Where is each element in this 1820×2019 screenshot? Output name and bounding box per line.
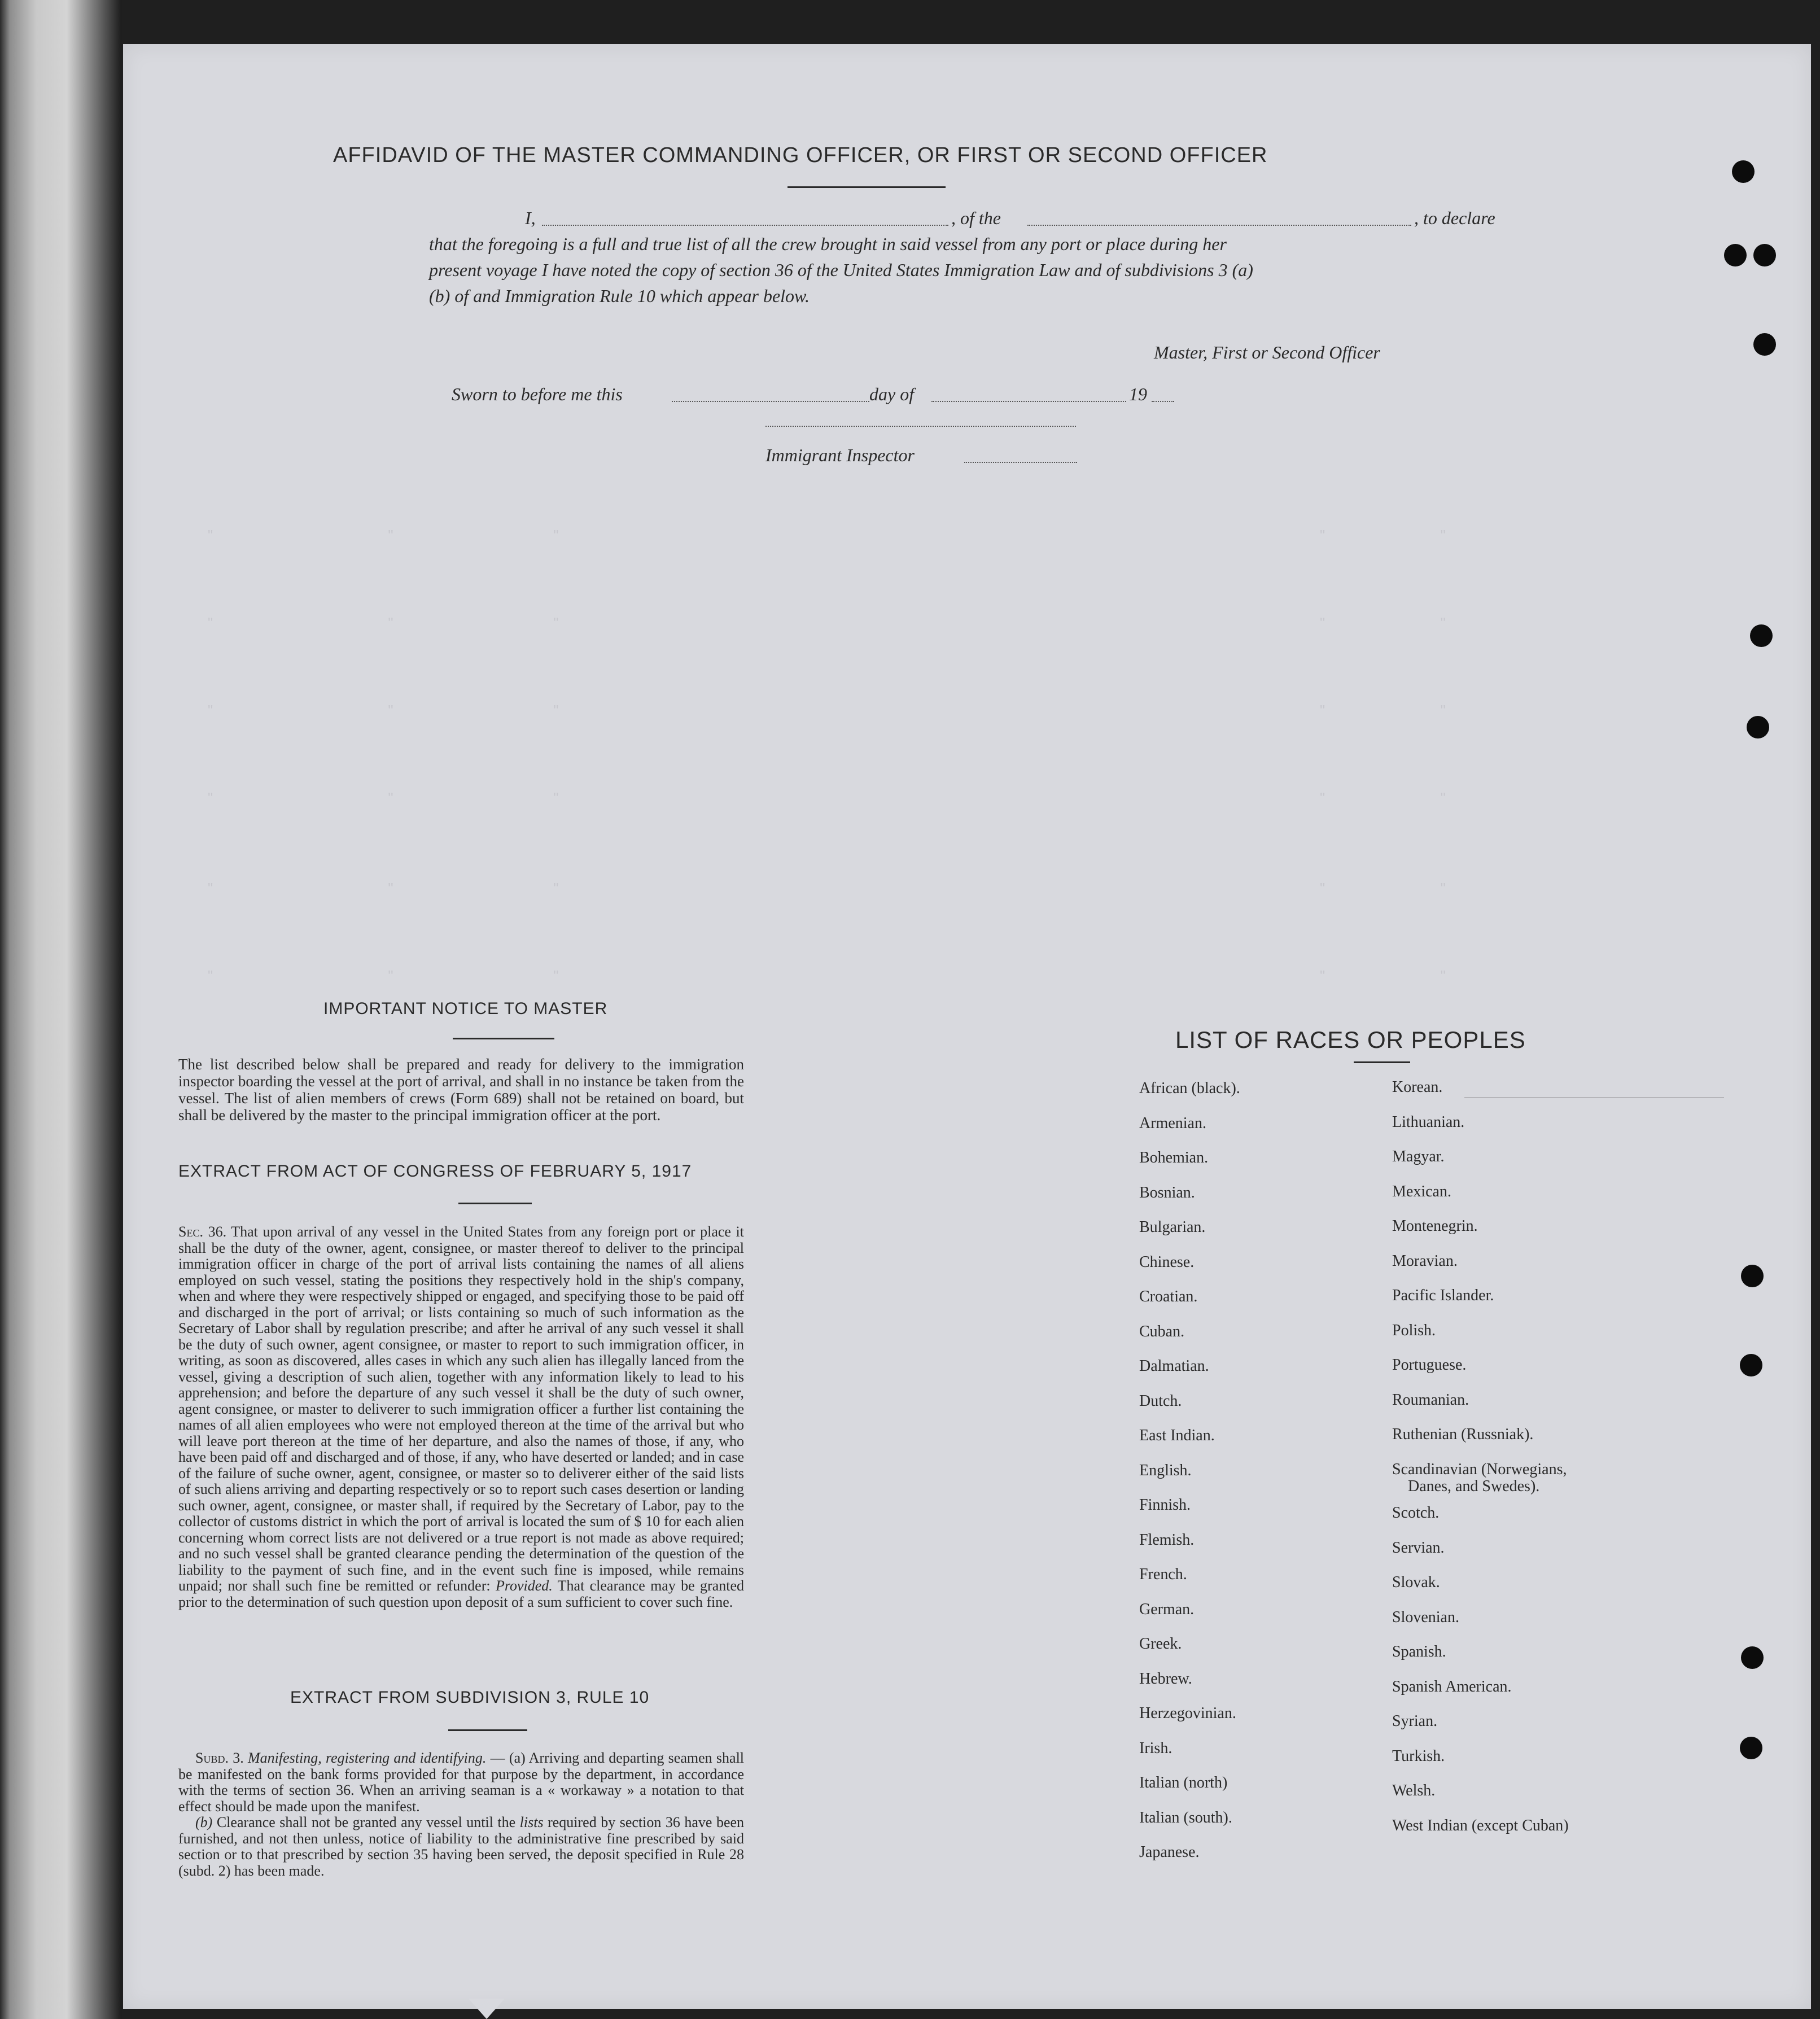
race-item: Slovak. [1392, 1574, 1440, 1591]
proviso-word: Provided. [495, 1577, 553, 1594]
extract-act-heading: EXTRACT FROM ACT OF CONGRESS OF FEBRUARY 5, 1917 [178, 1162, 692, 1181]
race-item: Mexican. [1392, 1182, 1451, 1200]
race-item: German. [1139, 1600, 1195, 1618]
pronoun: I, [525, 208, 536, 228]
sworn-label: Sworn to before me this [452, 384, 623, 404]
race-item: Pacific Islander. [1392, 1287, 1494, 1304]
punch-hole [1753, 333, 1776, 356]
of-the-text: , of the [951, 208, 1001, 228]
race-item: Turkish. [1392, 1747, 1445, 1765]
race-item: Bohemian. [1139, 1149, 1209, 1166]
race-item: Dalmatian. [1139, 1357, 1209, 1375]
race-item: Ruthenian (Russniak). [1392, 1426, 1534, 1443]
section-text-end: That clearance may be granted prior to the determination of such question upon deposit of a sum sufficient to cover such fine. [178, 1577, 745, 1610]
race-item: Italian (north) [1139, 1774, 1228, 1791]
sworn-day-blank [672, 401, 869, 402]
race-item: Magyar. [1392, 1148, 1445, 1165]
race-item: Spanish American. [1392, 1677, 1512, 1695]
affidavit-line-3: present voyage I have noted the copy of section 36 of the United States Immigration Law and of subdivisions 3 (a) [429, 260, 1253, 280]
rule-para-b [178, 1815, 744, 1879]
section-label: Sec. 36. [178, 1223, 227, 1240]
race-item: Bulgarian. [1139, 1218, 1206, 1236]
punch-hole [1741, 1646, 1764, 1669]
race-item: Irish. [1139, 1739, 1172, 1757]
section-text: That upon arrival of any vessel in the United States from any foreign port or place it shall be the duty of the owner, agent, consignee, or master thereof to deliver to the principal immigration officer in charge of the port of arrival lists containing the names of all aliens employed on such vessel, stating the positions they respectively hold in the ship's company, when and where they were respectively shipped or engaged, and specifying those to be paid off and discharged in the port of arrival; or lists containing so much of such information as the Secretary of Labor shall by regulation prescribe; and after he arrival of any such vessel it shall be the duty of such owner, agent consignee, or master to report to such immigration officer, in writing, as soon as discovered, alles cases in which any such alien has illegally lanced from the vessel, giving a description of such alien, together with any information likely to lead to his apprehension; and before the departure of any such vessel it shall be the duty of such owner, agent consignee, or master to deliverer to such immigration officer a further list containing the names of all alien employees who were not employed thereon at the time of the arrival but who will leave port thereon at the time of her departure, and also the names of those, if any, who have been paid off and discharged and of those, if any, who have deserted or landed; and in case of the failure of suche owner, agent, consignee, or master so to deliverer either of the said lists of such aliens arriving and departing respectively or so to report such cases desertion or landing such owner, agent, consignee, or master shall, if required by the Secretary of Labor, pay to the collector of customs district in which the port of arrival is located the sum of $ 10 for each alien concerning whom correct lists are not delivered or a true report is not made as above required; and no such vessel shall be granted clearance pending the determination of the question of the liability to the payment of such fine, and in the event such fine is imposed, while remains unpaid; nor shall such fine be remitted or refunder: [178, 1223, 745, 1594]
race-item: Herzegovinian. [1139, 1705, 1236, 1722]
inspector-label: Immigrant Inspector [765, 445, 915, 465]
race-item: Hebrew. [1139, 1670, 1192, 1688]
para-b-pre: Clearance shall not be granted any vessel until the [216, 1814, 516, 1830]
extract-rule-body [178, 1750, 744, 1879]
race-item: Scotch. [1392, 1504, 1440, 1522]
race-item: Cuban. [1139, 1322, 1185, 1340]
affidavit-line-1 [429, 208, 1555, 230]
race-item: Italian (south). [1139, 1808, 1232, 1826]
race-item: East Indian. [1139, 1427, 1215, 1444]
race-item: Danes, and Swedes). [1408, 1477, 1540, 1495]
punch-hole [1724, 244, 1747, 266]
race-item: Korean. [1392, 1078, 1443, 1096]
extract-rule-heading: EXTRACT FROM SUBDIVISION 3, RULE 10 [290, 1688, 650, 1707]
extract-act-rule [458, 1203, 532, 1204]
extract-rule-rule [448, 1729, 527, 1731]
race-item: Roumanian. [1392, 1391, 1469, 1409]
month-blank [931, 401, 1126, 402]
race-item: Bosnian. [1139, 1183, 1195, 1201]
punch-hole [1750, 624, 1773, 647]
subd-title: Manifesting, registering and identifying. [248, 1750, 487, 1766]
race-item: African (black). [1139, 1080, 1240, 1097]
year-prefix: 19 [1129, 384, 1147, 404]
notice-rule [453, 1038, 554, 1039]
race-item: Chinese. [1139, 1253, 1195, 1271]
inspector-signature-blank [765, 426, 1076, 427]
notice-body: The list described below shall be prepared and ready for delivery to the immigration inspector boarding the vessel at the port of arrival, and shall in no instance be taken from the vessel. The list of alien members of crews (Form 689) shall not be retained on board, but shall be delivered by the master to the principal immigration officer at the port. [178, 1056, 744, 1124]
para-a-text: — (a) Arriving and departing seamen shall be manifested on the bank forms provided for that purpose by the department, in accordance with the terms of section 36. When an arriving seaman is a « workaway » a notation to that effect should be made upon the manifest. [178, 1750, 745, 1815]
rule-para-a [178, 1750, 744, 1815]
punch-hole [1747, 716, 1769, 738]
race-item: Welsh. [1392, 1782, 1436, 1799]
race-item: Moravian. [1392, 1252, 1458, 1270]
punch-hole [1740, 1737, 1762, 1759]
para-b-label: (b) [195, 1814, 213, 1830]
page-tab [469, 1999, 505, 2019]
race-item: Dutch. [1139, 1392, 1182, 1410]
document-page: " " " " " " " " " " " " " " " " " " " " " " " " " " " " " " AFFIDAVID OF THE MASTER COMMANDING OFFICER, OR FIRST OR SECOND OFFICER I, , of the , to declare that the foregoing is a full and true list of all the crew brought in said vessel from any port or place during her present voyage I have noted the copy of section 36 of the United States Immigration Law and of subdivisions 3 (a) (b) of and Immigration Rule 10 which appear below. Master, First or Second Officer Sworn to before me this day of 19 Immigrant Inspector IMPORTANT NOTICE TO MASTER The list described below shall be prepared and ready for delivery to the immigration inspector boarding the vessel at the port of arrival, and shall in no instance be taken from the vessel. The list of alien members of crews (Form 689) shall not be retained on board, but shall be delivered by the master to the principal immigration officer at the port. EXTRACT FROM ACT OF CONGRESS OF FEBRUARY 5, 1917 Sec. 36. That upon arrival of any vessel in the United States from any foreign port or place it shall be the duty of the owner, agent, consignee, or master thereof to deliver to the principal immigration officer in charge of the port of arrival lists containing the names of all aliens employed on such vessel, stating the positions they respectively hold in the ship's company, when and where they were respectively shipped or engaged, and specifying those to be paid off and discharged in the port of arrival; or lists containing so much of such information as the Secretary of Labor shall by regulation prescribe; and after he arrival of any such vessel it shall be the duty of such owner, agent consignee, or master to report to such immigration officer, in writing, as soon as discovered, alles cases in which any such alien has illegally lanced from the vessel, giving a description of such alien, together with any information likely to lead to his apprehension; and before the departure of any such vessel it shall be the duty of such owner, agent consignee, or master to deliverer to such immigration officer a further list containing the names of all alien employees who were not employed thereon at the time of the arrival but who will leave port thereon at the time of her departure, and also the names of those, if any, who have been paid off and discharged and of those, if any, who have deserted or landed; and in case of the failure of suche owner, agent, consignee, or master so to deliverer either of the said lists of such aliens arriving and departing respectively or so to report such cases desertion or landing such owner, agent, consignee, or master shall, if required by the Secretary of Labor, pay to the collector of customs district in which the port of arrival is located the sum of $ 10 for each alien concerning whom correct lists are not delivered or a true report is not made as above required; and no such vessel shall be granted clearance pending the determination of the question of the liability to the payment of such fine, and in the event such fine is imposed, while remains unpaid; nor shall such fine be remitted or refunder: Provided. That clearance may be granted prior to the determination of such question upon deposit of a sum sufficient to cover such fine. EXTRACT FROM SUBDIVISION 3, RULE 10 Subd. 3. Manifesting, registering and identifying. — (a) Arriving and departing seamen shall be manifested on the bank forms provided for that purpose by the department, in accordance with the terms of section 36. When an arriving seaman is a « workaway » a notation to that effect should be made upon the manifest. (b) Clearance shall not be granted any vessel until the lists required by section 36 have been furnished, and not then unless, notice of liability to the administrative fine prescribed by said section or to that prescribed by section 35 having been served, the deposit specified in Rule 28 (subd. 2) has been made. LIST OF RACES OR PEOPLES African (black). Armenian. Bohemian. Bosnian. Bulgarian. Chinese. Croatian. Cuban. Dalmatian. Dutch. East Indian. English. Finnish. Flemish. French. German. Greek. Hebrew. Herzegovinian. Irish. Italian (north) Italian (south). Japanese. Korean. Lithuanian. Magyar. Mexican. Montenegrin. Moravian. Pacific Islander. Polish. Portuguese. Roumanian. Ruthenian (Russniak). Scandinavian (Norwegians, Danes, and Swedes). Scotch. Servian. Slovak. Slovenian. Spanish. Spanish American. Syrian. Turkish. Welsh. West Indian (except Cuban) [123, 44, 1811, 2009]
race-item: Portuguese. [1392, 1356, 1467, 1374]
race-item: Greek. [1139, 1635, 1182, 1653]
race-item: Spanish. [1392, 1643, 1446, 1660]
name-blank [542, 225, 948, 226]
para-b-post: required by section 36 have been furnished, and not then unless, notice of liability to the administrative fine prescribed by said section or to that prescribed by section 35 having been served, the deposit specified in Rule 28 (subd. 2) has been made. [178, 1814, 745, 1879]
race-item: Lithuanian. [1392, 1113, 1465, 1131]
extract-act-body [178, 1224, 744, 1610]
race-item: Flemish. [1139, 1531, 1195, 1549]
races-heading: LIST OF RACES OR PEOPLES [1175, 1026, 1526, 1053]
sworn-line [452, 384, 1298, 407]
races-rule [1354, 1061, 1410, 1063]
affidavit-line-2: that the foregoing is a full and true list of all the crew brought in said vessel from any port or place during her [429, 234, 1227, 254]
binding-strip [0, 0, 121, 2019]
affidavit-title: AFFIDAVID OF THE MASTER COMMANDING OFFICER, OR FIRST OR SECOND OFFICER [333, 143, 1268, 167]
race-item: Montenegrin. [1392, 1217, 1478, 1235]
race-item: Croatian. [1139, 1288, 1198, 1305]
race-item: Armenian. [1139, 1114, 1206, 1132]
affidavit-line-4: (b) of and Immigration Rule 10 which appear below. [429, 286, 810, 306]
race-item: Syrian. [1392, 1712, 1438, 1730]
race-item: English. [1139, 1461, 1192, 1479]
year-blank [1152, 401, 1174, 402]
race-item: Servian. [1392, 1539, 1445, 1557]
title-rule [788, 186, 946, 188]
race-item: French. [1139, 1566, 1187, 1583]
punch-hole [1753, 244, 1776, 266]
subd-label: Subd. 3. [195, 1750, 244, 1766]
notice-heading: IMPORTANT NOTICE TO MASTER [323, 999, 608, 1018]
race-item: Polish. [1392, 1321, 1436, 1339]
signature-label: Master, First or Second Officer [1154, 342, 1380, 362]
punch-hole [1732, 160, 1755, 183]
race-item: Finnish. [1139, 1496, 1191, 1514]
day-of-label: day of [869, 384, 915, 404]
race-item: Scandinavian (Norwegians, [1392, 1460, 1567, 1478]
race-item: Japanese. [1139, 1843, 1200, 1861]
punch-hole [1741, 1265, 1764, 1287]
to-declare-text: , to declare [1414, 208, 1495, 228]
vessel-blank [1027, 225, 1411, 226]
inspector-tail-blank [964, 462, 1077, 463]
punch-hole [1740, 1354, 1762, 1376]
race-item: Slovenian. [1392, 1608, 1459, 1626]
race-item: West Indian (except Cuban) [1392, 1816, 1569, 1834]
para-b-lists: lists [519, 1814, 544, 1830]
